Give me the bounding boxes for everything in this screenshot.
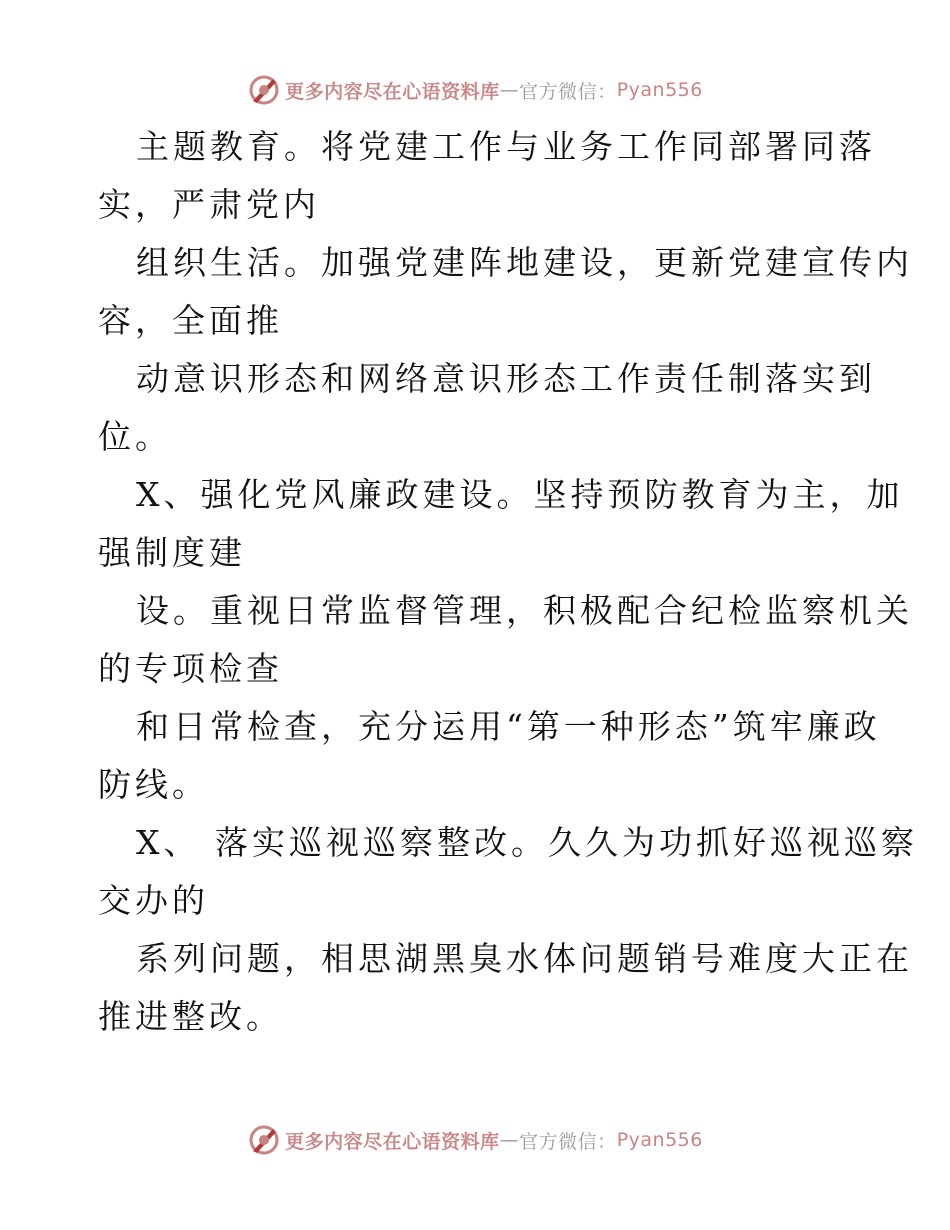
watermark-wechat-id: Pyan556 (616, 79, 703, 101)
text-line: 组织生活。加强党建阵地建设，更新党建宣传内 (136, 243, 913, 282)
text-line: 强制度建 (98, 533, 246, 572)
watermark-label: 官方微信： (519, 80, 617, 103)
text-line: X、强化党风廉政建设。坚持预防教育为主，加 (136, 475, 904, 514)
watermark-dash: — (499, 79, 520, 101)
text-line: 主题教育。将党建工作与业务工作同部署同落 (136, 127, 876, 166)
text-line: 动意识形态和网络意识形态工作责任制落实到 (136, 359, 876, 398)
text-line: 容，全面推 (98, 301, 283, 340)
text-line: X、 落实巡视巡察整改。久久为功抓好巡视巡察 (136, 823, 918, 862)
text-line: 系列问题，相思湖黑臭水体问题销号难度大正在 (136, 939, 913, 978)
watermark-dash: — (499, 1129, 520, 1151)
watermark-wechat-id: Pyan556 (616, 1129, 703, 1151)
watermark-brand: 更多内容尽在心语资料库 (285, 1130, 500, 1153)
text-line: 位。 (98, 417, 172, 456)
footer-watermark (0, 1120, 950, 1160)
quill-seal-icon (247, 1123, 281, 1157)
text-line: 和日常检查，充分运用“第一种形态”筑牢廉政 (136, 707, 881, 746)
text-line: 实，严肃党内 (98, 185, 320, 224)
text-line: 设。重视日常监督管理，积极配合纪检监察机关 (136, 591, 913, 630)
header-watermark (0, 70, 950, 110)
quill-seal-icon (247, 73, 281, 107)
document-body (0, 118, 950, 1046)
text-line: 交办的 (98, 881, 209, 920)
watermark-brand: 更多内容尽在心语资料库 (285, 80, 500, 103)
text-line: 推进整改。 (98, 997, 283, 1036)
text-line: 防线。 (98, 765, 209, 804)
text-line: 的专项检查 (98, 649, 283, 688)
watermark-label: 官方微信： (519, 1130, 617, 1153)
